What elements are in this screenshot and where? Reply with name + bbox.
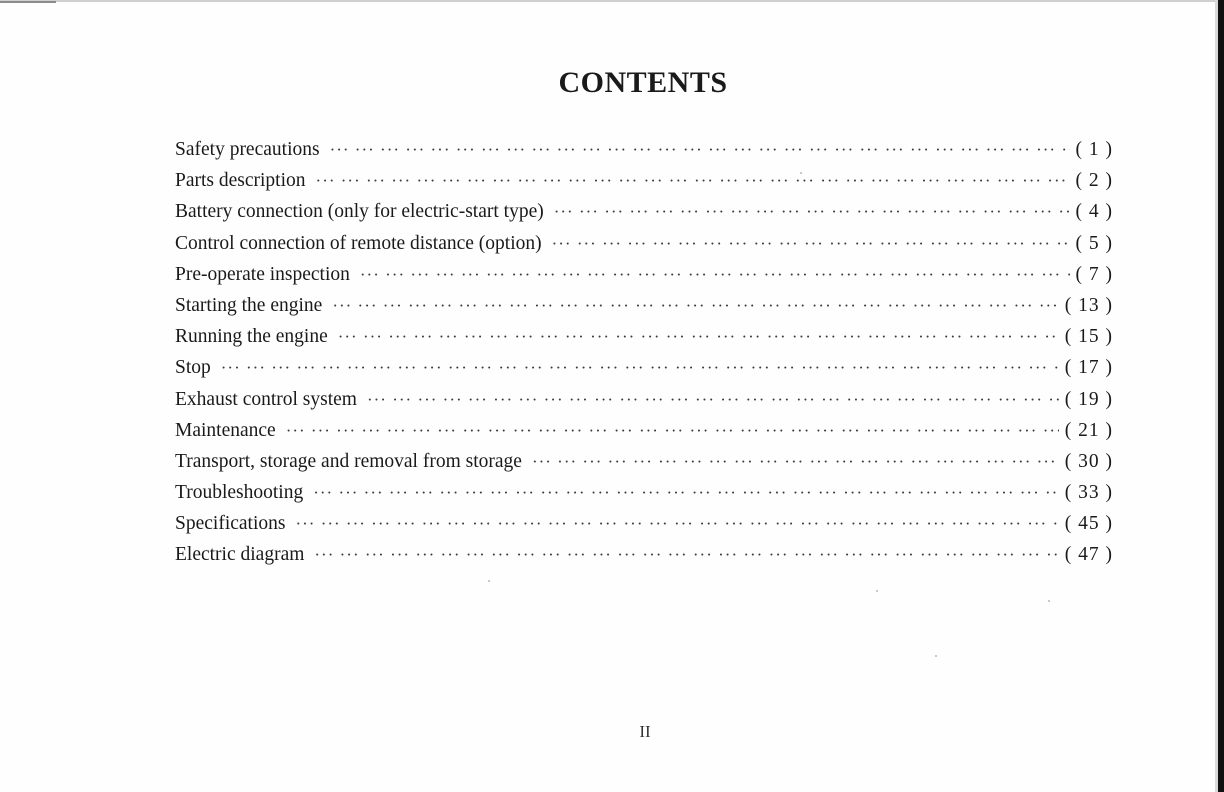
toc-entry-title: Electric diagram: [175, 544, 305, 566]
dot-leader: [295, 510, 1058, 538]
toc-entry-title: Exhaust control system: [175, 388, 357, 410]
toc-entry-title: Stop: [175, 357, 211, 379]
dot-leader: [332, 292, 1058, 320]
toc-entry-page: ( 19 ): [1064, 388, 1113, 410]
toc-entry: [175, 261, 1113, 292]
toc-entry-page: ( 2 ): [1075, 170, 1113, 192]
toc-entry-page: ( 33 ): [1064, 482, 1113, 504]
toc-entry-page: ( 21 ): [1064, 419, 1113, 441]
page-number: II: [639, 722, 651, 741]
toc-entry-page: ( 47 ): [1064, 544, 1113, 566]
table-of-contents: [175, 136, 1113, 573]
dot-leader: [367, 386, 1059, 414]
toc-entry: [175, 230, 1113, 261]
scan-speck: [935, 655, 937, 657]
dot-leader: [554, 198, 1070, 226]
toc-entry-title: Control connection of remote distance (option): [175, 232, 542, 254]
dot-leader: [360, 261, 1070, 289]
toc-entry: [175, 417, 1113, 448]
toc-entry-title: Maintenance: [175, 419, 276, 441]
right-edge-border: [1218, 0, 1224, 792]
toc-entry-title: Safety precautions: [175, 139, 320, 160]
toc-entry-title: Troubleshooting: [175, 482, 304, 504]
toc-entry-title: Running the engine: [175, 326, 328, 348]
toc-entry-title: Battery connection (only for electric-start type): [175, 201, 544, 223]
toc-entry: [175, 510, 1113, 541]
dot-leader: [552, 230, 1070, 258]
dot-leader: [330, 136, 1070, 164]
scan-speck: [876, 590, 878, 592]
toc-entry-page: ( 5 ): [1075, 232, 1113, 254]
toc-entry: [175, 386, 1113, 417]
scan-speck: [1048, 600, 1050, 602]
dot-leader: [338, 323, 1059, 351]
top-edge-mark: [0, 1, 56, 3]
toc-entry-page: ( 30 ): [1064, 450, 1113, 472]
dot-leader: [221, 354, 1059, 382]
toc-entry: [175, 479, 1113, 510]
toc-entry: [175, 167, 1113, 198]
scan-speck: [488, 580, 490, 582]
dot-leader: [313, 479, 1059, 507]
toc-entry-title: Starting the engine: [175, 294, 323, 316]
toc-entry-page: ( 1 ): [1075, 139, 1113, 160]
scan-speck: [800, 172, 802, 174]
toc-entry-title: Parts description: [175, 170, 306, 192]
toc-entry-page: ( 15 ): [1064, 326, 1113, 348]
dot-leader: [316, 167, 1070, 195]
toc-entry: [175, 323, 1113, 354]
page-title: CONTENTS: [558, 66, 728, 99]
toc-entry-page: ( 4 ): [1075, 201, 1113, 223]
toc-entry-title: Specifications: [175, 513, 286, 535]
toc-entry: [175, 448, 1113, 479]
toc-entry-page: ( 45 ): [1064, 513, 1113, 535]
toc-entry-title: Transport, storage and removal from storage: [175, 450, 522, 472]
toc-entry: [175, 354, 1113, 385]
dot-leader: [532, 448, 1059, 476]
toc-entry-page: ( 17 ): [1064, 357, 1113, 379]
toc-entry-page: ( 7 ): [1075, 263, 1113, 285]
toc-entry: [175, 136, 1113, 167]
top-edge-rule: [0, 0, 1224, 2]
toc-entry: [175, 198, 1113, 229]
dot-leader: [314, 541, 1058, 569]
toc-entry-title: Pre-operate inspection: [175, 263, 350, 285]
toc-entry-page: ( 13 ): [1064, 294, 1113, 316]
toc-entry: [175, 541, 1113, 572]
toc-entry: [175, 292, 1113, 323]
dot-leader: [286, 417, 1059, 445]
